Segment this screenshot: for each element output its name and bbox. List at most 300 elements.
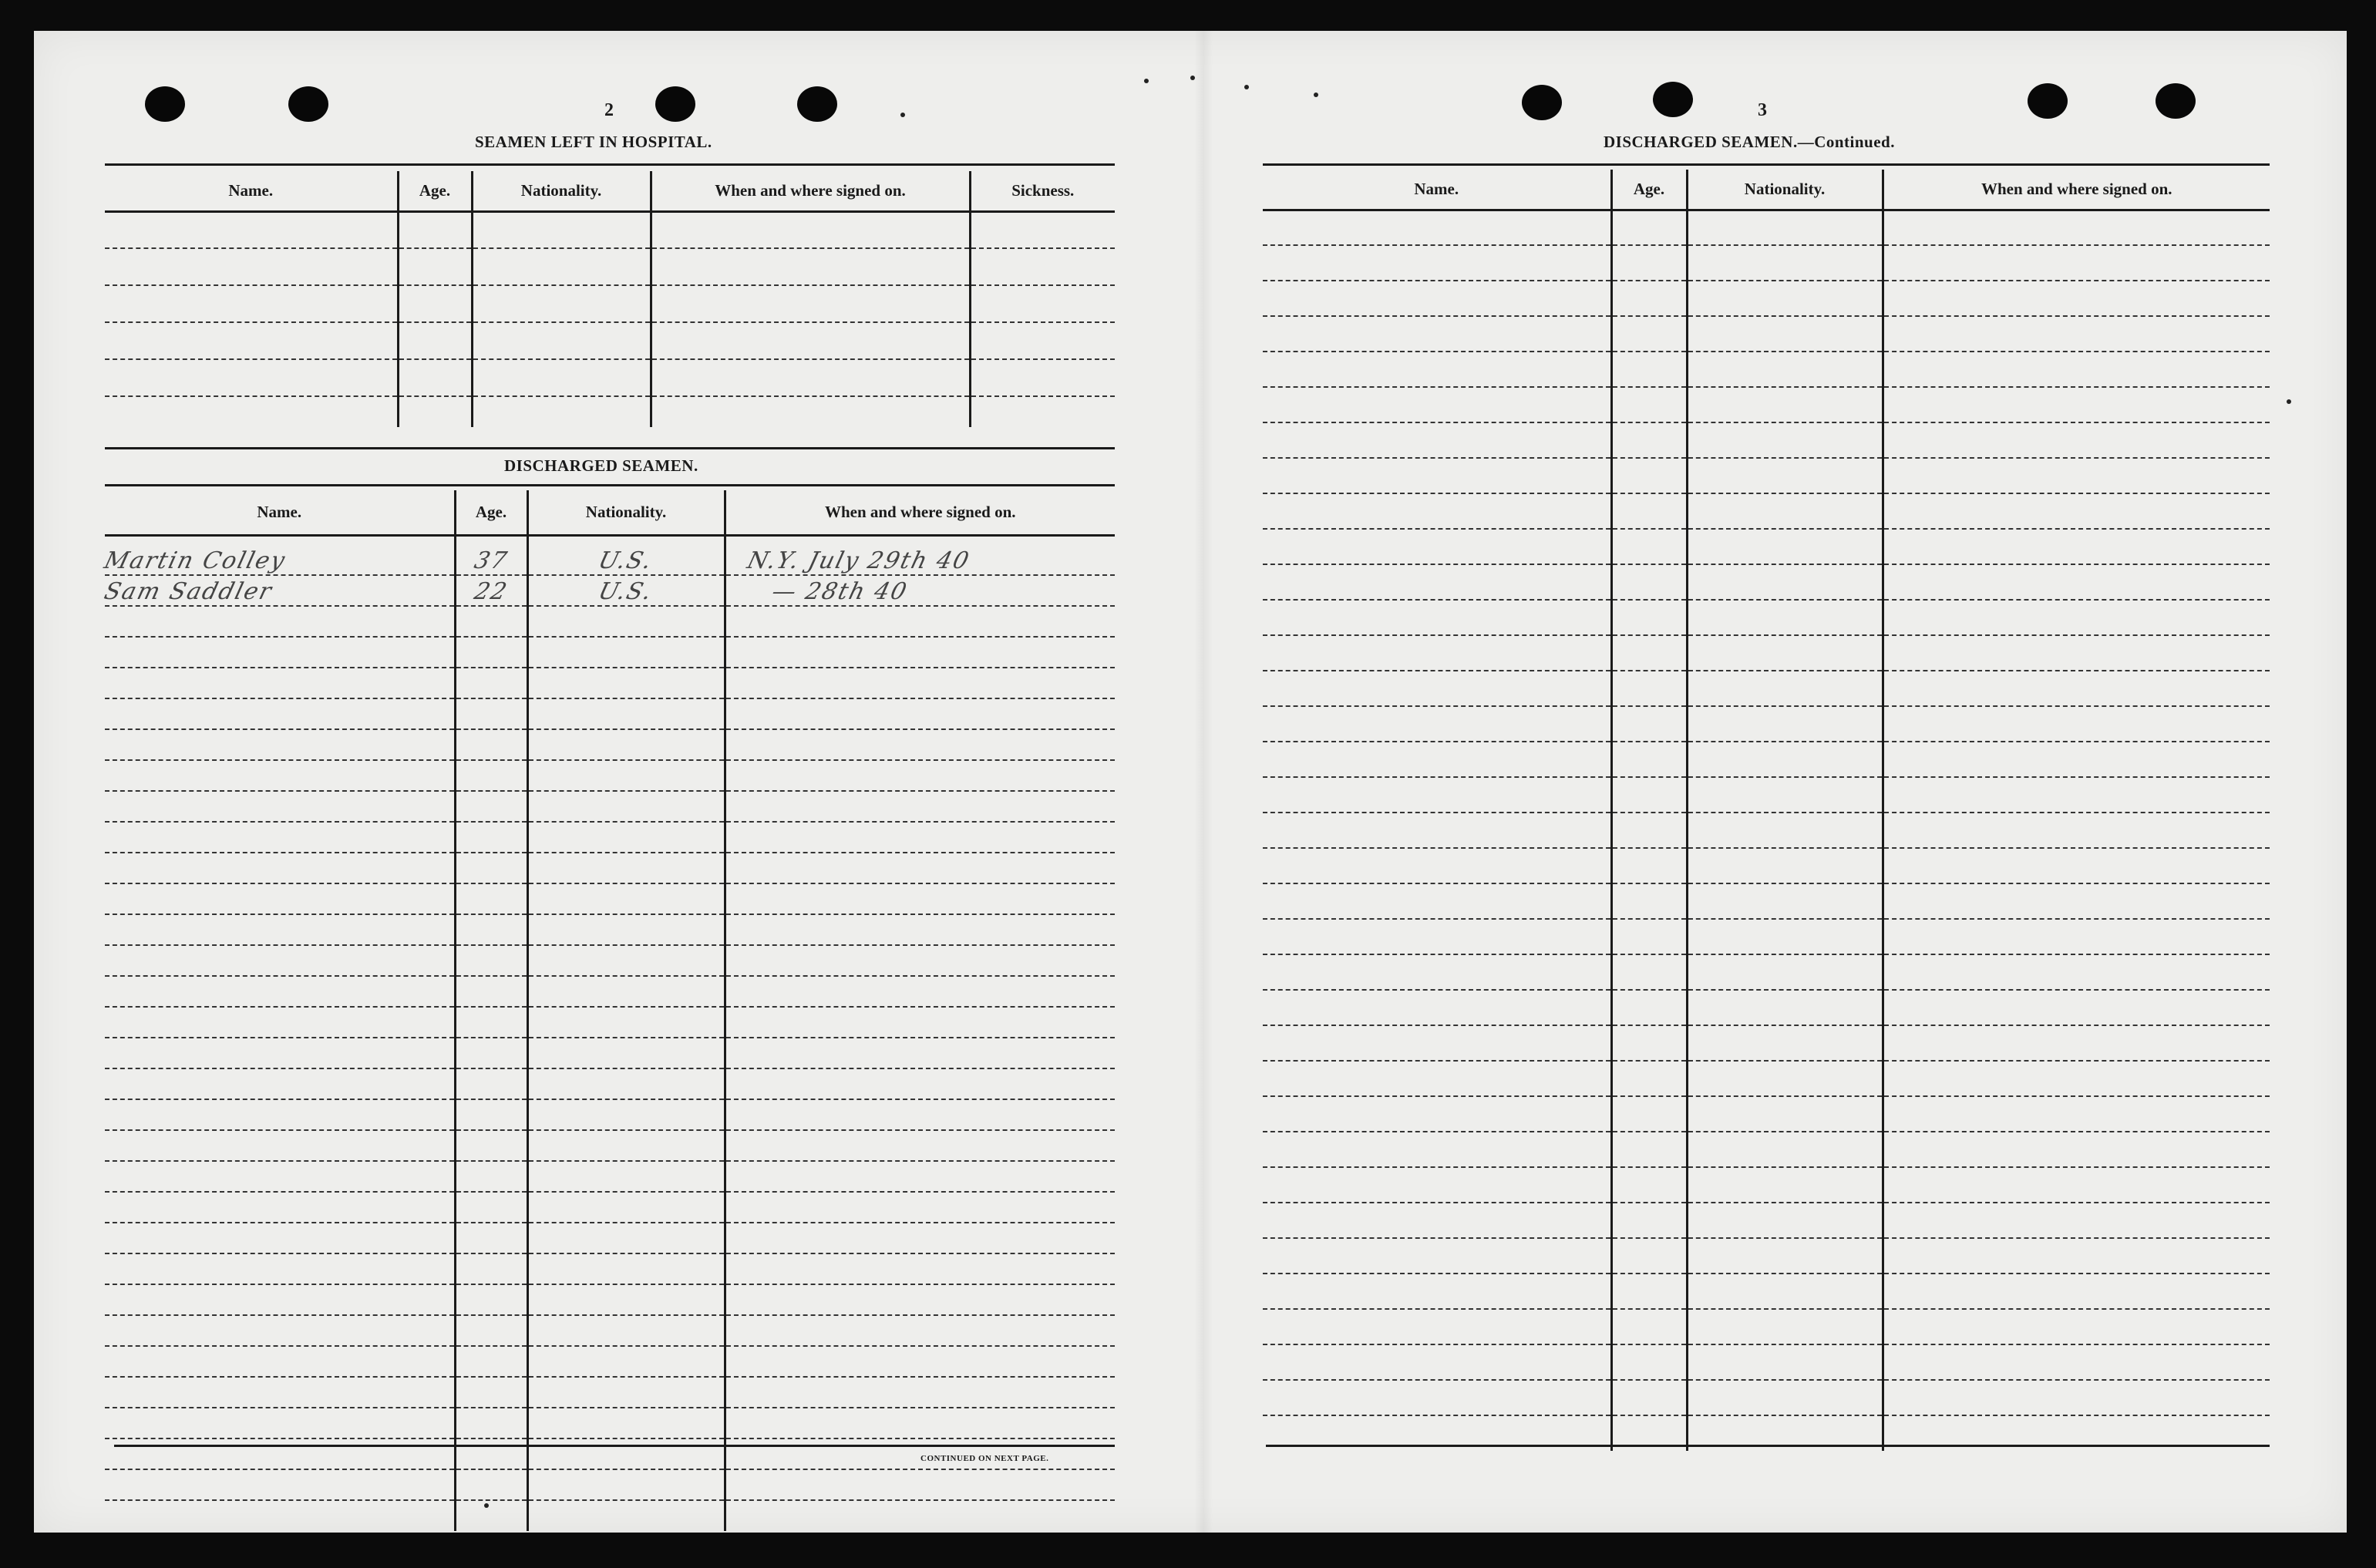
cell xyxy=(105,1500,455,1531)
right-bottom-rule xyxy=(1266,1445,2270,1447)
cell xyxy=(1263,529,1611,564)
cell xyxy=(1263,458,1611,493)
cell xyxy=(1883,493,2270,529)
cell xyxy=(1687,883,1883,919)
cell xyxy=(455,822,527,853)
cell xyxy=(455,668,527,698)
cell xyxy=(725,1068,1115,1099)
table-row xyxy=(1263,245,2270,281)
cell xyxy=(105,637,455,668)
table-row xyxy=(105,1130,1115,1161)
cell xyxy=(1883,919,2270,954)
discharged-top-rule xyxy=(105,484,1115,486)
cell xyxy=(1687,813,1883,848)
cell xyxy=(472,322,651,359)
cell xyxy=(1883,422,2270,458)
cell xyxy=(1687,1025,1883,1061)
cell xyxy=(472,359,651,396)
cell xyxy=(1263,1096,1611,1132)
cell xyxy=(455,945,527,976)
table-row xyxy=(1263,1203,2270,1238)
table-row xyxy=(1263,1238,2270,1274)
cell xyxy=(651,285,970,322)
table-row xyxy=(1263,742,2270,777)
cell xyxy=(1611,387,1687,422)
cell xyxy=(1883,1061,2270,1096)
cell xyxy=(527,1408,725,1438)
cell xyxy=(455,791,527,822)
cell xyxy=(725,976,1115,1007)
col-header-age: Age. xyxy=(455,490,527,535)
cell xyxy=(527,606,725,637)
cell xyxy=(455,976,527,1007)
cell xyxy=(1611,210,1687,245)
table-row xyxy=(105,248,1115,285)
cell xyxy=(1263,387,1611,422)
page-number-left: 2 xyxy=(604,100,614,120)
cell xyxy=(1883,245,2270,281)
cell xyxy=(527,1130,725,1161)
cell xyxy=(1263,883,1611,919)
col-header-name: Name. xyxy=(1263,170,1611,210)
table-row xyxy=(1263,422,2270,458)
signed-on-cell xyxy=(725,535,1115,575)
cell xyxy=(1687,281,1883,316)
cell xyxy=(725,1130,1115,1161)
cell xyxy=(105,1007,455,1038)
nationality-cell xyxy=(527,575,725,606)
cell xyxy=(1263,493,1611,529)
speck xyxy=(1314,93,1318,97)
cell xyxy=(105,248,398,285)
cell xyxy=(105,1469,455,1500)
cell xyxy=(725,606,1115,637)
cell xyxy=(1263,919,1611,954)
cell xyxy=(1687,458,1883,493)
table-row xyxy=(105,1253,1115,1284)
cell xyxy=(1263,281,1611,316)
table-row xyxy=(105,976,1115,1007)
table-row xyxy=(1263,990,2270,1025)
table-row xyxy=(105,822,1115,853)
col-header-age: Age. xyxy=(1611,170,1687,210)
cell xyxy=(527,729,725,760)
punch-hole xyxy=(145,86,185,122)
cell xyxy=(1611,529,1687,564)
table-row xyxy=(1263,1344,2270,1380)
cell xyxy=(970,248,1115,285)
cell xyxy=(105,1438,455,1469)
table-row xyxy=(105,1469,1115,1500)
table-row xyxy=(1263,529,2270,564)
cell xyxy=(105,211,398,248)
cell xyxy=(455,606,527,637)
cell xyxy=(398,322,472,359)
cell xyxy=(455,1284,527,1315)
cell xyxy=(1611,493,1687,529)
cell xyxy=(1263,635,1611,671)
table-row xyxy=(105,668,1115,698)
cell xyxy=(1883,600,2270,635)
cell xyxy=(455,1346,527,1377)
cell xyxy=(1883,1203,2270,1238)
table-row xyxy=(105,575,1115,606)
cell xyxy=(1611,281,1687,316)
cell xyxy=(527,1438,725,1469)
cell xyxy=(1883,316,2270,352)
cell xyxy=(725,945,1115,976)
table-row xyxy=(105,1377,1115,1408)
cell xyxy=(455,1253,527,1284)
cell xyxy=(1611,635,1687,671)
table-row xyxy=(1263,671,2270,706)
cell xyxy=(970,396,1115,427)
cell xyxy=(1263,954,1611,990)
cell xyxy=(1687,919,1883,954)
cell xyxy=(1687,245,1883,281)
cell xyxy=(398,211,472,248)
punch-hole xyxy=(288,86,328,122)
cell xyxy=(1263,352,1611,387)
cell xyxy=(1263,1203,1611,1238)
col-header-nationality: Nationality. xyxy=(472,171,651,211)
cell xyxy=(725,1253,1115,1284)
left-bottom-rule xyxy=(114,1445,1115,1447)
table-row xyxy=(1263,1380,2270,1415)
cell xyxy=(725,791,1115,822)
table-row xyxy=(105,285,1115,322)
cell xyxy=(1263,1132,1611,1167)
cell xyxy=(527,1346,725,1377)
handwritten-nationality: U.S. xyxy=(596,578,656,605)
cell xyxy=(1611,1274,1687,1309)
cell xyxy=(651,396,970,427)
table-row xyxy=(1263,564,2270,600)
punch-hole xyxy=(797,86,837,122)
cell xyxy=(1611,777,1687,813)
cell xyxy=(1687,990,1883,1025)
cell xyxy=(725,1192,1115,1223)
cell xyxy=(527,668,725,698)
cell xyxy=(1611,813,1687,848)
cell xyxy=(1883,848,2270,883)
cell xyxy=(1883,742,2270,777)
table-row xyxy=(105,883,1115,914)
table-row xyxy=(1263,1025,2270,1061)
cell xyxy=(1611,245,1687,281)
cell xyxy=(1687,1061,1883,1096)
cell xyxy=(455,1038,527,1068)
handwritten-name: Sam Saddler xyxy=(101,578,276,605)
cell xyxy=(472,248,651,285)
cell xyxy=(1611,848,1687,883)
cell xyxy=(1687,1309,1883,1344)
table-row xyxy=(105,945,1115,976)
table-row xyxy=(105,396,1115,427)
table-row xyxy=(105,1099,1115,1130)
cell xyxy=(105,1346,455,1377)
table-row xyxy=(1263,1167,2270,1203)
cell xyxy=(398,248,472,285)
cell xyxy=(105,698,455,729)
punch-hole xyxy=(1653,82,1693,117)
cell xyxy=(1883,1096,2270,1132)
table-row xyxy=(1263,1061,2270,1096)
table-row xyxy=(1263,919,2270,954)
cell xyxy=(1883,635,2270,671)
cell xyxy=(455,698,527,729)
cell xyxy=(1263,564,1611,600)
table-row xyxy=(105,211,1115,248)
cell xyxy=(1883,954,2270,990)
cell xyxy=(1263,990,1611,1025)
cell xyxy=(105,1253,455,1284)
table-row xyxy=(105,359,1115,396)
table-row xyxy=(1263,1132,2270,1167)
cell xyxy=(1263,1167,1611,1203)
cell xyxy=(105,945,455,976)
cell xyxy=(527,1315,725,1346)
cell xyxy=(527,698,725,729)
punch-hole xyxy=(2028,83,2068,119)
discharged-table-right xyxy=(1263,170,2270,1451)
cell xyxy=(725,914,1115,945)
cell xyxy=(527,914,725,945)
cell xyxy=(527,1469,725,1500)
cell xyxy=(725,1346,1115,1377)
cell xyxy=(725,1500,1115,1531)
cell xyxy=(527,945,725,976)
cell xyxy=(1611,600,1687,635)
table-row xyxy=(1263,706,2270,742)
cell xyxy=(1611,1096,1687,1132)
cell xyxy=(105,1099,455,1130)
cell xyxy=(1883,1132,2270,1167)
speck xyxy=(1190,76,1195,80)
cell xyxy=(1687,635,1883,671)
table-row xyxy=(1263,635,2270,671)
table-row xyxy=(1263,954,2270,990)
signed-on-cell xyxy=(725,575,1115,606)
cell xyxy=(1263,316,1611,352)
cell xyxy=(970,359,1115,396)
cell xyxy=(1687,777,1883,813)
cell xyxy=(1611,671,1687,706)
cell xyxy=(725,883,1115,914)
nationality-cell xyxy=(527,535,725,575)
cell xyxy=(1611,1238,1687,1274)
cell xyxy=(455,637,527,668)
cell xyxy=(455,1068,527,1099)
handwritten-signed-on: — 28th 40 xyxy=(769,578,910,605)
cell xyxy=(455,914,527,945)
cell xyxy=(455,1315,527,1346)
cell xyxy=(105,914,455,945)
cell xyxy=(105,1377,455,1408)
cell xyxy=(455,1223,527,1253)
col-header-nationality: Nationality. xyxy=(527,490,725,535)
cell xyxy=(105,322,398,359)
cell xyxy=(1883,671,2270,706)
handwritten-nationality: U.S. xyxy=(596,547,656,574)
cell xyxy=(455,1099,527,1130)
table-row xyxy=(1263,281,2270,316)
col-header-nationality: Nationality. xyxy=(1687,170,1883,210)
cell xyxy=(1687,422,1883,458)
cell xyxy=(455,1377,527,1408)
cell xyxy=(1611,1380,1687,1415)
cell xyxy=(1687,671,1883,706)
cell xyxy=(1883,1274,2270,1309)
cell xyxy=(1263,1344,1611,1380)
cell xyxy=(105,359,398,396)
cell xyxy=(105,976,455,1007)
cell xyxy=(1883,777,2270,813)
cell xyxy=(1263,245,1611,281)
cell xyxy=(1611,1061,1687,1096)
cell xyxy=(1883,1167,2270,1203)
cell xyxy=(1611,1167,1687,1203)
cell xyxy=(1263,210,1611,245)
col-header-name: Name. xyxy=(105,171,398,211)
cell xyxy=(105,1223,455,1253)
cell xyxy=(1687,387,1883,422)
name-cell xyxy=(101,535,455,575)
cell xyxy=(1687,742,1883,777)
cell xyxy=(1883,1025,2270,1061)
cell xyxy=(1263,813,1611,848)
cell xyxy=(1263,1025,1611,1061)
cell xyxy=(1611,1025,1687,1061)
age-cell xyxy=(455,535,527,575)
punch-hole xyxy=(2156,83,2196,119)
table-row xyxy=(105,1038,1115,1068)
cell xyxy=(1611,458,1687,493)
cell xyxy=(398,285,472,322)
cell xyxy=(527,853,725,883)
paper-sheet xyxy=(34,31,2347,1533)
cell xyxy=(455,760,527,791)
cell xyxy=(1687,493,1883,529)
cell xyxy=(472,285,651,322)
cell xyxy=(970,211,1115,248)
table-row xyxy=(1263,848,2270,883)
table-row xyxy=(1263,600,2270,635)
cell xyxy=(105,1408,455,1438)
cell xyxy=(1263,742,1611,777)
cell xyxy=(455,1007,527,1038)
cell xyxy=(1687,848,1883,883)
cell xyxy=(472,396,651,427)
col-header-signed-on: When and where signed on. xyxy=(1883,170,2270,210)
table-row xyxy=(105,637,1115,668)
table-row xyxy=(105,1223,1115,1253)
cell xyxy=(455,883,527,914)
page-number-right: 3 xyxy=(1758,100,1767,120)
cell xyxy=(1611,1203,1687,1238)
table-row xyxy=(105,535,1115,575)
cell xyxy=(455,1192,527,1223)
cell xyxy=(527,1500,725,1531)
col-header-signed-on: When and where signed on. xyxy=(725,490,1115,535)
discharged-table-left xyxy=(101,490,1115,1531)
table-row xyxy=(1263,1309,2270,1344)
cell xyxy=(105,1068,455,1099)
cell xyxy=(455,729,527,760)
cell xyxy=(1611,990,1687,1025)
cell xyxy=(1687,1167,1883,1203)
cell xyxy=(1611,706,1687,742)
cell xyxy=(1687,706,1883,742)
continued-note: CONTINUED ON NEXT PAGE. xyxy=(920,1454,1049,1463)
cell xyxy=(1883,529,2270,564)
cell xyxy=(725,1099,1115,1130)
cell xyxy=(527,1099,725,1130)
cell xyxy=(1263,1238,1611,1274)
cell xyxy=(1263,848,1611,883)
cell xyxy=(1883,458,2270,493)
cell xyxy=(1611,564,1687,600)
cell xyxy=(1611,919,1687,954)
cell xyxy=(455,1438,527,1469)
cell xyxy=(527,1068,725,1099)
cell xyxy=(725,1223,1115,1253)
col-header-name: Name. xyxy=(105,490,455,535)
cell xyxy=(1687,1380,1883,1415)
cell xyxy=(1687,1132,1883,1167)
table-row xyxy=(1263,1096,2270,1132)
cell xyxy=(527,1377,725,1408)
cell xyxy=(527,976,725,1007)
handwritten-age: 22 xyxy=(471,578,511,605)
cell xyxy=(1611,352,1687,387)
cell xyxy=(527,883,725,914)
cell xyxy=(455,853,527,883)
cell xyxy=(725,822,1115,853)
table-row xyxy=(105,322,1115,359)
cell xyxy=(1611,1132,1687,1167)
cell xyxy=(725,853,1115,883)
cell xyxy=(527,1284,725,1315)
table-row xyxy=(105,698,1115,729)
table-row xyxy=(1263,883,2270,919)
cell xyxy=(1687,954,1883,990)
table-row xyxy=(105,1068,1115,1099)
col-header-sickness: Sickness. xyxy=(970,171,1115,211)
cell xyxy=(105,1038,455,1068)
cell xyxy=(1883,1309,2270,1344)
cell xyxy=(105,1192,455,1223)
cell xyxy=(1687,564,1883,600)
table-row xyxy=(105,1284,1115,1315)
cell xyxy=(725,1408,1115,1438)
cell xyxy=(1883,1344,2270,1380)
discharged-section-title: DISCHARGED SEAMEN. xyxy=(504,456,698,475)
cell xyxy=(527,1007,725,1038)
cell xyxy=(105,396,398,427)
hospital-section-title: SEAMEN LEFT IN HOSPITAL. xyxy=(475,133,712,151)
cell xyxy=(455,1408,527,1438)
cell xyxy=(651,322,970,359)
table-row xyxy=(1263,813,2270,848)
table-row xyxy=(105,1315,1115,1346)
cell xyxy=(105,760,455,791)
table-row xyxy=(105,853,1115,883)
cell xyxy=(105,1315,455,1346)
cell xyxy=(1611,1344,1687,1380)
right-top-rule xyxy=(1263,163,2270,166)
cell xyxy=(472,211,651,248)
